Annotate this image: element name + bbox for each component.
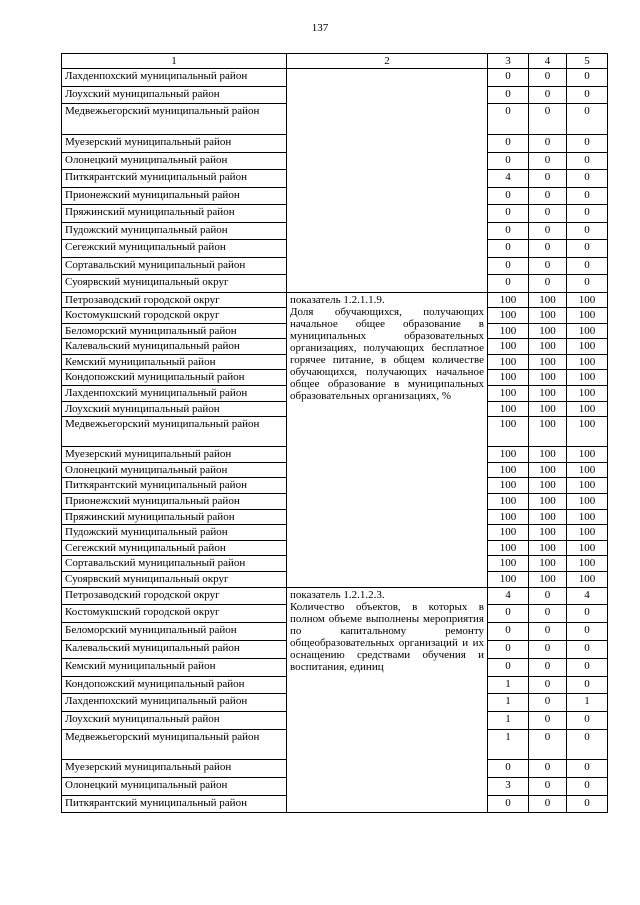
value-col-4: 100 [529,494,567,510]
value-col-3: 0 [488,640,529,658]
value-col-3: 0 [488,605,529,623]
value-col-4: 0 [529,658,567,676]
value-col-3: 100 [488,572,529,588]
value-col-3: 1 [488,694,529,712]
value-col-5: 100 [567,323,608,339]
column-header-3: 3 [488,54,529,69]
territory-name: Пудожский муниципальный район [62,525,287,541]
value-col-3: 0 [488,187,529,205]
indicator-cell [287,69,488,293]
value-col-3: 1 [488,676,529,694]
value-col-4: 0 [529,694,567,712]
value-col-3: 0 [488,222,529,240]
value-col-5: 0 [567,676,608,694]
value-col-3: 100 [488,462,529,478]
value-col-4: 100 [529,386,567,402]
value-col-5: 1 [567,694,608,712]
value-col-4: 100 [529,572,567,588]
column-header-1: 1 [62,54,287,69]
value-col-3: 100 [488,386,529,402]
value-col-5: 100 [567,308,608,324]
value-col-5: 0 [567,623,608,641]
territory-name: Лоухский муниципальный район [62,401,287,417]
value-col-5: 0 [567,795,608,813]
column-header-4: 4 [529,54,567,69]
value-col-4: 100 [529,417,567,447]
value-col-4: 100 [529,462,567,478]
value-col-5: 0 [567,86,608,104]
value-col-4: 0 [529,69,567,87]
table-row [62,587,608,605]
value-col-3: 100 [488,447,529,463]
value-col-3: 4 [488,170,529,188]
territory-name: Калевальский муниципальный район [62,640,287,658]
value-col-3: 4 [488,587,529,605]
value-col-3: 1 [488,712,529,730]
value-col-3: 100 [488,556,529,572]
territory-name: Медвежьегорский муниципальный район [62,417,287,447]
territory-name: Питкярантский муниципальный район [62,478,287,494]
report-table-body [62,54,608,813]
value-col-5: 100 [567,540,608,556]
value-col-4: 0 [529,712,567,730]
value-col-5: 0 [567,729,608,759]
value-col-4: 100 [529,354,567,370]
value-col-3: 0 [488,623,529,641]
value-col-3: 100 [488,417,529,447]
territory-name: Пряжинский муниципальный район [62,509,287,525]
value-col-4: 0 [529,759,567,777]
value-col-4: 0 [529,86,567,104]
territory-name: Пудожский муниципальный район [62,222,287,240]
indicator-description: Количество объектов, в которых в полном объеме выполнены мероприятия по капитальному ремонту общеобразовательных организаций и их оснащению средствами обучения и воспитания, единиц [290,600,484,673]
value-col-5: 0 [567,658,608,676]
value-col-5: 100 [567,292,608,308]
value-col-5: 0 [567,205,608,223]
value-col-3: 0 [488,152,529,170]
value-col-4: 100 [529,370,567,386]
value-col-3: 100 [488,525,529,541]
value-col-4: 100 [529,401,567,417]
value-col-4: 0 [529,623,567,641]
value-col-3: 100 [488,292,529,308]
territory-name: Питкярантский муниципальный район [62,170,287,188]
value-col-4: 100 [529,478,567,494]
value-col-5: 0 [567,135,608,153]
value-col-4: 0 [529,240,567,258]
territory-name: Суоярвский муниципальный округ [62,275,287,293]
value-col-4: 0 [529,587,567,605]
value-col-3: 0 [488,759,529,777]
value-col-4: 0 [529,795,567,813]
value-col-3: 0 [488,86,529,104]
value-col-5: 0 [567,69,608,87]
value-col-4: 100 [529,323,567,339]
value-col-3: 100 [488,370,529,386]
value-col-4: 100 [529,447,567,463]
value-col-3: 0 [488,275,529,293]
value-col-4: 0 [529,205,567,223]
territory-name: Лахденпохский муниципальный район [62,386,287,402]
indicator-cell [287,292,488,587]
value-col-3: 0 [488,69,529,87]
value-col-5: 100 [567,354,608,370]
territory-name: Лоухский муниципальный район [62,86,287,104]
value-col-5: 100 [567,370,608,386]
report-table [61,53,608,813]
value-col-5: 0 [567,187,608,205]
value-col-4: 100 [529,509,567,525]
value-col-3: 0 [488,240,529,258]
value-col-3: 0 [488,135,529,153]
value-col-5: 0 [567,257,608,275]
territory-name: Лоухский муниципальный район [62,712,287,730]
value-col-5: 100 [567,509,608,525]
table-row [62,292,608,308]
value-col-4: 0 [529,777,567,795]
value-col-5: 100 [567,478,608,494]
value-col-4: 100 [529,308,567,324]
value-col-5: 0 [567,777,608,795]
indicator-description: Доля обучающихся, получающих начальное общее образование в муниципальных образовательных организациях, получающих бесплатное горячее питание, в общем количестве обучающихся, получающих начальное общее образование в муниципальных образовательных организациях, % [290,305,484,402]
value-col-4: 100 [529,540,567,556]
value-col-5: 4 [567,587,608,605]
value-col-5: 0 [567,759,608,777]
territory-name: Калевальский муниципальный район [62,339,287,355]
territory-name: Сегежский муниципальный район [62,240,287,258]
territory-name: Сегежский муниципальный район [62,540,287,556]
value-col-5: 0 [567,640,608,658]
value-col-4: 0 [529,170,567,188]
value-col-3: 100 [488,339,529,355]
value-col-4: 0 [529,222,567,240]
value-col-4: 0 [529,676,567,694]
value-col-5: 0 [567,170,608,188]
territory-name: Муезерский муниципальный район [62,759,287,777]
value-col-5: 100 [567,417,608,447]
territory-name: Лахденпохский муниципальный район [62,694,287,712]
value-col-4: 100 [529,556,567,572]
value-col-3: 100 [488,401,529,417]
territory-name: Костомукшский городской округ [62,605,287,623]
territory-name: Беломорский муниципальный район [62,323,287,339]
territory-name: Кемский муниципальный район [62,354,287,370]
value-col-3: 100 [488,323,529,339]
value-col-4: 0 [529,187,567,205]
value-col-5: 0 [567,222,608,240]
value-col-3: 0 [488,257,529,275]
territory-name: Муезерский муниципальный район [62,447,287,463]
value-col-4: 0 [529,257,567,275]
value-col-5: 0 [567,152,608,170]
page-number: 137 [311,22,329,34]
value-col-5: 0 [567,712,608,730]
value-col-5: 100 [567,556,608,572]
value-col-3: 100 [488,540,529,556]
indicator-code: показатель 1.2.1.2.3. [290,588,385,601]
value-col-4: 0 [529,275,567,293]
value-col-5: 100 [567,339,608,355]
table-row [62,69,608,87]
territory-name: Прионежский муниципальный район [62,187,287,205]
value-col-3: 3 [488,777,529,795]
indicator-cell [287,587,488,813]
value-col-3: 100 [488,308,529,324]
territory-name: Кондопожский муниципальный район [62,676,287,694]
territory-name: Кондопожский муниципальный район [62,370,287,386]
value-col-3: 0 [488,795,529,813]
value-col-4: 0 [529,729,567,759]
value-col-5: 100 [567,447,608,463]
territory-name: Питкярантский муниципальный район [62,795,287,813]
value-col-5: 0 [567,605,608,623]
territory-name: Олонецкий муниципальный район [62,152,287,170]
value-col-4: 0 [529,605,567,623]
territory-name: Кемский муниципальный район [62,658,287,676]
value-col-3: 100 [488,354,529,370]
value-col-3: 0 [488,205,529,223]
value-col-5: 100 [567,494,608,510]
territory-name: Медвежьегорский муниципальный район [62,104,287,135]
value-col-5: 100 [567,572,608,588]
value-col-5: 100 [567,386,608,402]
value-col-5: 0 [567,240,608,258]
value-col-5: 100 [567,462,608,478]
value-col-3: 0 [488,658,529,676]
value-col-4: 100 [529,292,567,308]
value-col-4: 100 [529,525,567,541]
value-col-3: 100 [488,509,529,525]
value-col-4: 0 [529,640,567,658]
territory-name: Сортавальский муниципальный район [62,556,287,572]
territory-name: Муезерский муниципальный район [62,135,287,153]
value-col-3: 0 [488,104,529,135]
territory-name: Сортавальский муниципальный район [62,257,287,275]
value-col-4: 0 [529,104,567,135]
value-col-5: 0 [567,275,608,293]
value-col-4: 0 [529,152,567,170]
indicator-code: показатель 1.2.1.1.9. [290,293,385,306]
territory-name: Суоярвский муниципальный округ [62,572,287,588]
territory-name: Олонецкий муниципальный район [62,777,287,795]
value-col-3: 100 [488,478,529,494]
value-col-4: 100 [529,339,567,355]
value-col-3: 100 [488,494,529,510]
territory-name: Костомукшский городской округ [62,308,287,324]
territory-name: Пряжинский муниципальный район [62,205,287,223]
header-row [62,54,608,69]
column-header-5: 5 [567,54,608,69]
territory-name: Прионежский муниципальный район [62,494,287,510]
column-header-2: 2 [287,54,488,69]
territory-name: Петрозаводский городской округ [62,587,287,605]
territory-name: Медвежьегорский муниципальный район [62,729,287,759]
territory-name: Лахденпохский муниципальный район [62,69,287,87]
territory-name: Беломорский муниципальный район [62,623,287,641]
territory-name: Олонецкий муниципальный район [62,462,287,478]
value-col-3: 1 [488,729,529,759]
value-col-5: 0 [567,104,608,135]
value-col-5: 100 [567,401,608,417]
value-col-5: 100 [567,525,608,541]
territory-name: Петрозаводский городской округ [62,292,287,308]
value-col-4: 0 [529,135,567,153]
